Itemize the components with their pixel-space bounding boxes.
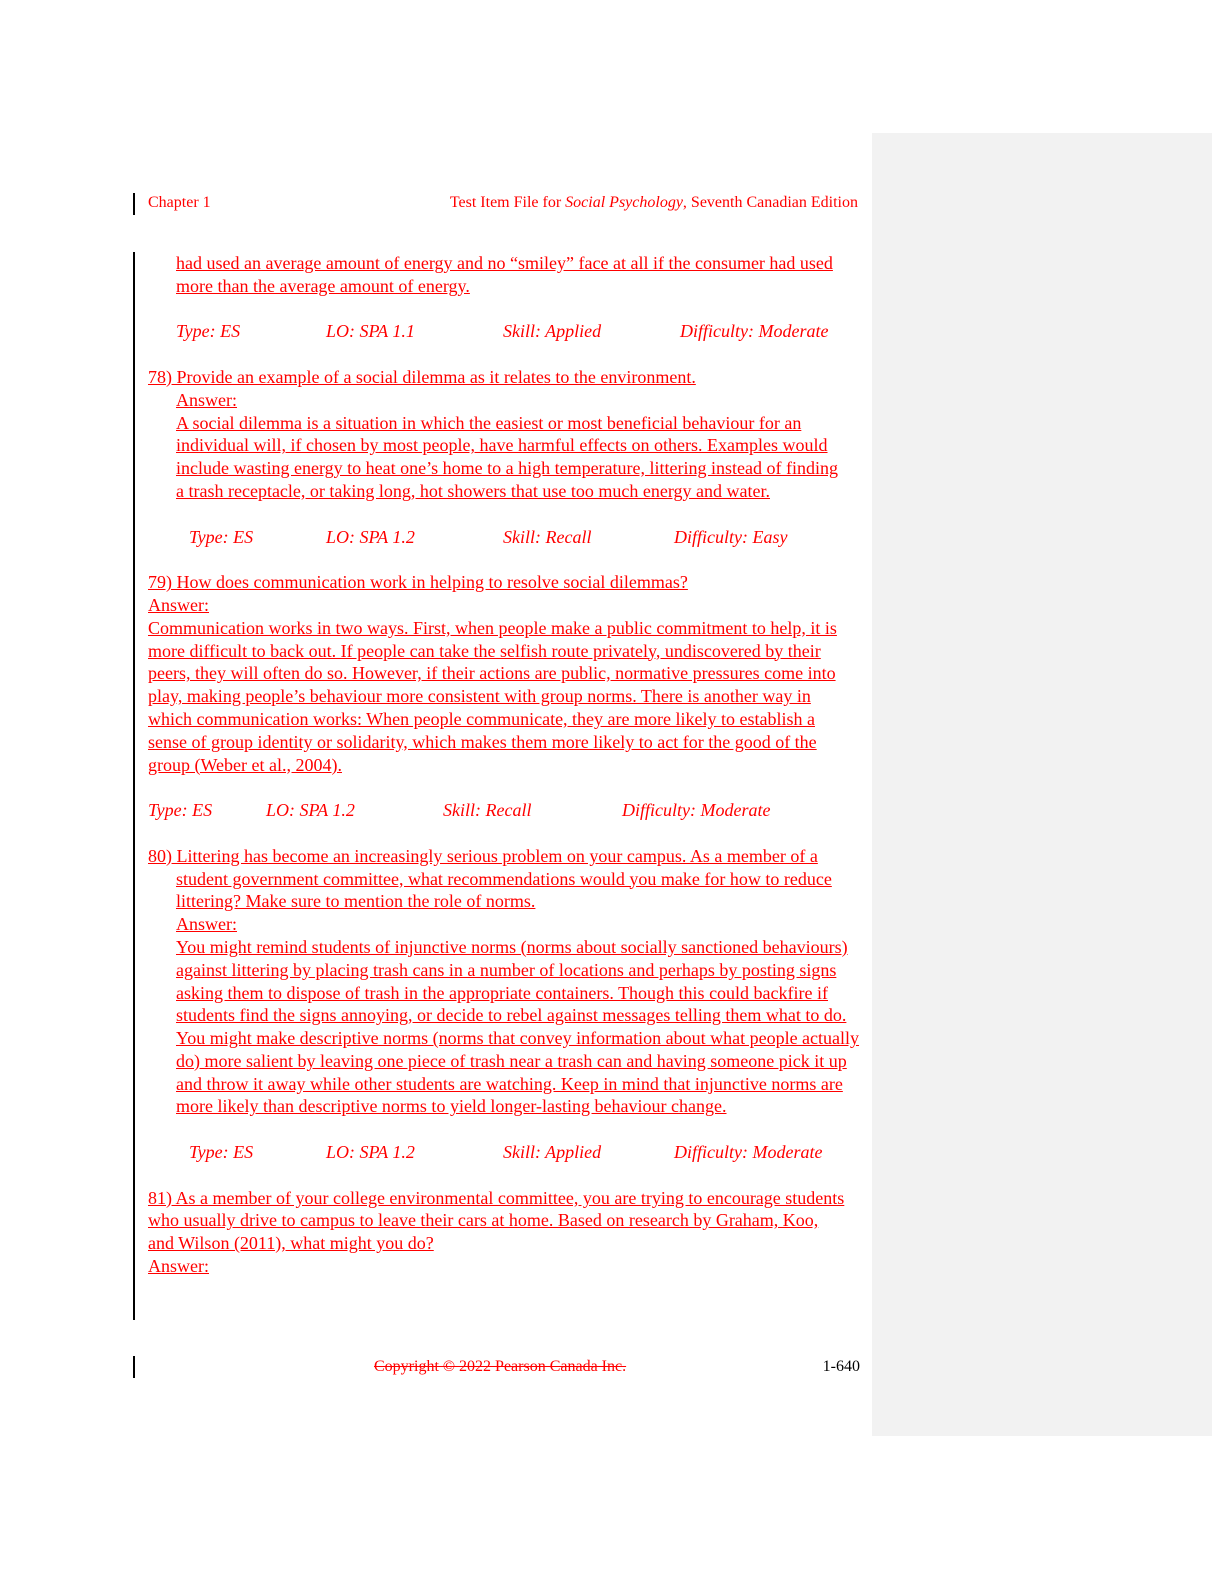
header-book-title-italic: Social Psychology	[565, 194, 683, 211]
meta-line-77	[148, 320, 860, 343]
answer-label-81: Answer:	[148, 1256, 209, 1277]
change-bar-footer	[133, 1356, 135, 1378]
answer-label-80: Answer:	[176, 914, 237, 935]
meta-difficulty: Difficulty: Moderate	[680, 321, 829, 342]
meta-lo: LO: SPA 1.2	[326, 1142, 415, 1163]
meta-lo: LO: SPA 1.1	[326, 321, 415, 342]
comment-pane	[872, 133, 1212, 1436]
answer-80: You might remind students of injunctive norms (norms about socially sanctioned behaviours) against littering by placing trash cans in a number of locations and perhaps by posting signs asking them to dispose of trash in the appropriate containers. Though this could backfire if students find the signs annoying, or decide to rebel against messages telling them what to do. You might make descriptive norms (norms that convey information about what people actually do) more salient by leaving one piece of trash near a trash can and having someone pick it up and throw it away while other students are watching. Keep in mind that injunctive norms are more likely than descriptive norms to yield longer-lasting behaviour change.	[176, 936, 860, 1117]
change-bar-body	[133, 252, 135, 1320]
meta-type: Type: ES	[148, 800, 213, 821]
question-80: 80) Littering has become an increasingly serious problem on your campus. As a member of a student government committee, what recommendations would you make for how to reduce littering? Make sure to mention the role of norms.	[148, 845, 832, 912]
document-body	[148, 252, 860, 1278]
header-chapter: Chapter 1	[148, 194, 211, 211]
answer-label-78: Answer:	[176, 389, 237, 410]
meta-line-78	[148, 526, 860, 549]
meta-difficulty: Difficulty: Moderate	[674, 1142, 823, 1163]
meta-line-79	[148, 799, 860, 822]
meta-line-80	[148, 1141, 860, 1164]
meta-type: Type: ES	[189, 1142, 254, 1163]
continuation-text: had used an average amount of energy and no “smiley” face at all if the consumer had used more than the average amount of energy.	[176, 253, 833, 296]
footer-copyright: Copyright © 2022 Pearson Canada Inc.	[374, 1358, 627, 1375]
meta-difficulty: Difficulty: Easy	[674, 526, 788, 547]
header-book-prefix: Test Item File for	[449, 194, 566, 211]
question-78: 78) Provide an example of a social dilemma as it relates to the environment.	[148, 366, 696, 387]
question-79: 79) How does communication work in helping to resolve social dilemmas?	[148, 572, 688, 593]
meta-difficulty: Difficulty: Moderate	[622, 800, 771, 821]
meta-type: Type: ES	[176, 321, 241, 342]
meta-type: Type: ES	[189, 526, 254, 547]
meta-skill: Skill: Applied	[503, 1142, 602, 1163]
footer-page-number: 1-640	[822, 1358, 860, 1375]
meta-skill: Skill: Recall	[443, 800, 532, 821]
answer-79: Communication works in two ways. First, when people make a public commitment to help, it is more difficult to back out. If people can take the selfish route privately, undiscovered by their peers, they will often do so. However, if their actions are public, normative pressures come into play, making people’s behaviour more consistent with group norms. There is another way in which communication works: When people communicate, they are more likely to establish a sense of group identity or solidarity, which makes them more likely to act for the good of the group (Weber et al., 2004).	[148, 617, 837, 775]
question-81: 81) As a member of your college environmental committee, you are trying to encourage students who usually drive to campus to leave their cars at home. Based on research by Graham, Koo, and Wilson (2011), what might you do?	[148, 1187, 845, 1254]
meta-lo: LO: SPA 1.2	[326, 526, 415, 547]
answer-78: A social dilemma is a situation in which the easiest or most beneficial behaviour for an individual will, if chosen by most people, have harmful effects on others. Examples would include wasting energy to heat one’s home to a high temperature, littering instead of finding a trash receptacle, or taking long, hot showers that use too much energy and water.	[176, 412, 838, 501]
header-book-suffix: , Seventh Canadian Edition	[682, 194, 858, 211]
change-bar-header	[133, 193, 135, 215]
answer-label-79: Answer:	[148, 594, 209, 615]
meta-skill: Skill: Applied	[503, 321, 602, 342]
meta-skill: Skill: Recall	[503, 526, 592, 547]
meta-lo: LO: SPA 1.2	[266, 800, 355, 821]
header-book-title	[450, 193, 858, 213]
